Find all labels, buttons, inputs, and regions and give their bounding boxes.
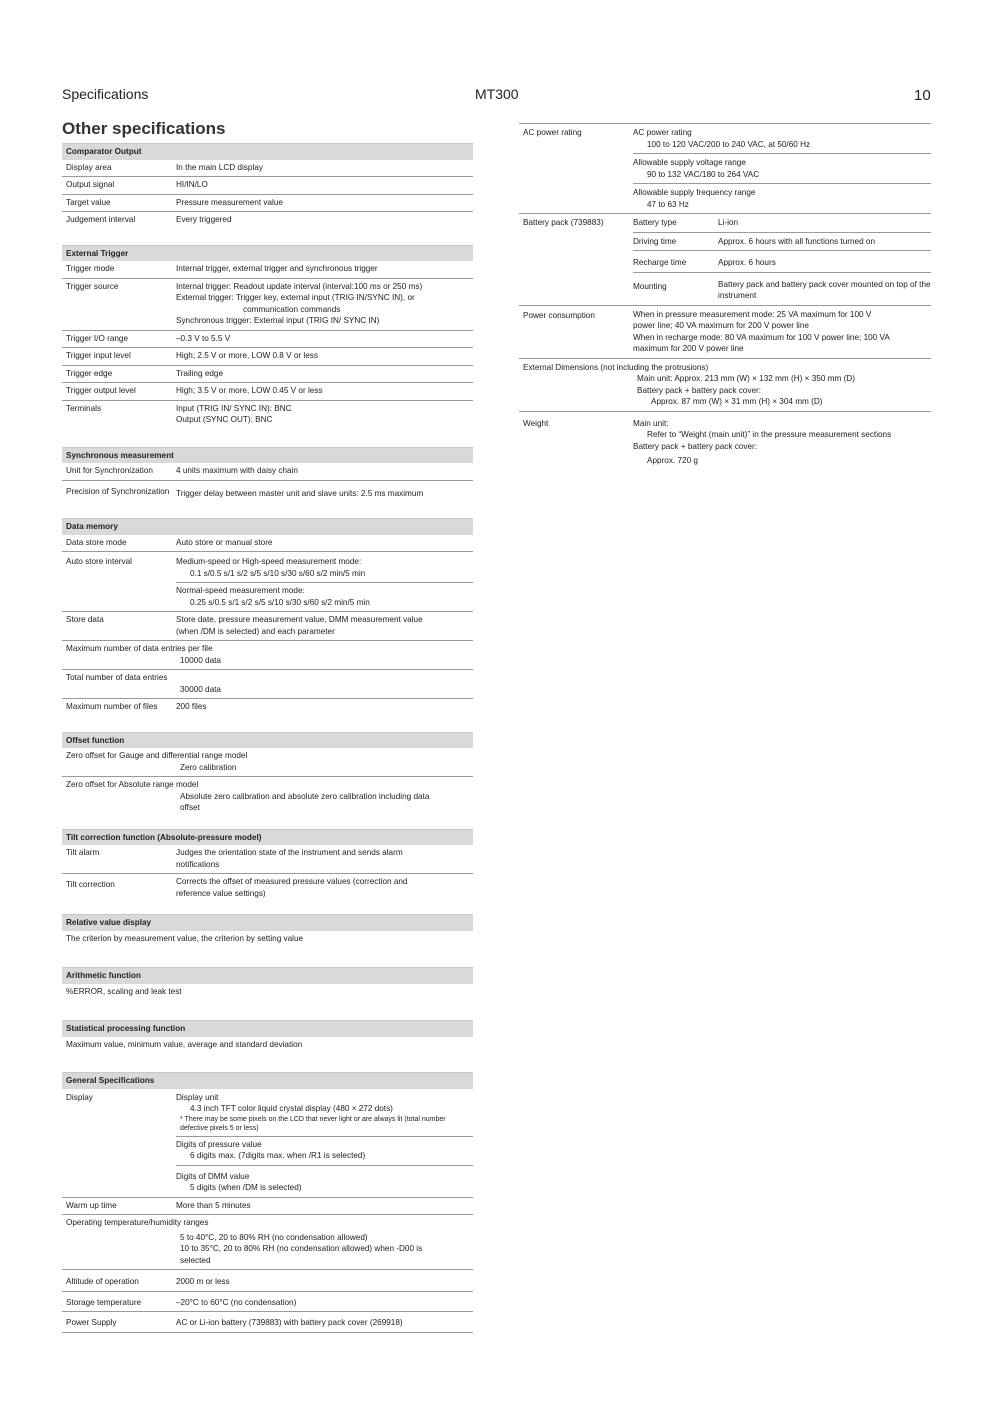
row-value bbox=[176, 1089, 473, 1197]
interval-mode: Normal-speed measurement mode: bbox=[176, 586, 305, 595]
row-value: 2000 m or less bbox=[176, 1277, 230, 1286]
row-value: Approx. 87 mm (W) × 31 mm (H) × 304 mm (D) bbox=[651, 397, 823, 406]
table-row bbox=[62, 1089, 473, 1198]
row-label: Tilt alarm bbox=[66, 848, 100, 857]
tilt-section bbox=[62, 829, 473, 903]
row-label: Storage temperature bbox=[66, 1297, 142, 1307]
row-label: Maximum number of files bbox=[66, 702, 158, 711]
row-label: Target value bbox=[66, 197, 111, 207]
table-row bbox=[62, 641, 473, 670]
trigger-heading: External Trigger bbox=[62, 245, 473, 262]
stat-text: Maximum value, minimum value, average and standard deviation bbox=[66, 1039, 303, 1049]
value-line: When in recharge mode: 80 VA maximum for 100 V power line; 100 VA bbox=[633, 332, 890, 342]
subrow-title: AC power rating bbox=[633, 128, 692, 137]
table-row bbox=[62, 1215, 473, 1270]
table-row bbox=[62, 1198, 473, 1216]
source-line: communication commands bbox=[243, 304, 341, 314]
row-value: Internal trigger, external trigger and synchronous trigger bbox=[176, 264, 378, 273]
memory-heading: Data memory bbox=[62, 518, 473, 535]
row-value: High; 3.5 V or more, LOW 0.45 V or less bbox=[176, 386, 323, 395]
row-value: Trigger delay between master unit and slave units: 2.5 ms maximum bbox=[176, 488, 424, 498]
subrow-key: Driving time bbox=[633, 236, 677, 246]
row-label: Trigger mode bbox=[66, 264, 115, 273]
relative-text: The criterion by measurement value, the criterion by setting value bbox=[66, 933, 304, 943]
table-row bbox=[62, 160, 473, 178]
row-label: Terminals bbox=[66, 403, 102, 413]
row-value bbox=[176, 614, 473, 637]
row-value: 200 files bbox=[176, 702, 207, 711]
relative-section bbox=[62, 914, 473, 947]
row-label: Operating temperature/humidity ranges bbox=[66, 1218, 209, 1227]
table-row bbox=[62, 670, 473, 699]
row-value bbox=[176, 552, 473, 611]
row-value: Absolute zero calibration and absolute zero calibration including data bbox=[180, 791, 430, 801]
row-value: HI/IN/LO bbox=[176, 180, 208, 189]
subrow-title: Display unit bbox=[176, 1092, 219, 1102]
table-row bbox=[519, 359, 931, 412]
display-subrow bbox=[176, 1137, 473, 1166]
arith-text: %ERROR, scaling and leak test bbox=[66, 986, 182, 996]
relative-heading: Relative value display bbox=[62, 914, 473, 931]
subrow-value: Approx. 6 hours bbox=[718, 258, 776, 267]
row-label: Unit for Synchronization bbox=[66, 466, 153, 475]
general-heading: General Specifications bbox=[62, 1072, 473, 1089]
arith-section bbox=[62, 967, 473, 1000]
table-row bbox=[62, 401, 473, 429]
table-row bbox=[62, 874, 473, 902]
row-value bbox=[633, 306, 931, 358]
sync-heading: Synchronous measurement bbox=[62, 447, 473, 464]
table-row bbox=[62, 612, 473, 641]
battery-subrow bbox=[633, 273, 931, 305]
comparator-section bbox=[62, 143, 473, 229]
subrow-value: 5 digits (when /DM is selected) bbox=[190, 1183, 302, 1192]
row-label: Trigger source bbox=[66, 281, 119, 291]
row-value: More than 5 minutes bbox=[176, 1200, 251, 1210]
value-line: Battery pack + battery pack cover: bbox=[633, 441, 758, 451]
row-label: Power Supply bbox=[66, 1318, 117, 1327]
row-value: 10000 data bbox=[180, 655, 221, 665]
stat-heading: Statistical processing function bbox=[62, 1020, 473, 1037]
row-label: Trigger I/O range bbox=[66, 333, 129, 343]
arith-heading: Arithmetic function bbox=[62, 967, 473, 984]
row-value: Auto store or manual store bbox=[176, 537, 273, 547]
interval-mode: Medium-speed or High-speed measurement mode: bbox=[176, 557, 362, 566]
table-row bbox=[519, 214, 931, 306]
row-value: 30000 data bbox=[180, 684, 221, 694]
row-label: Warm up time bbox=[66, 1200, 117, 1210]
row-value bbox=[633, 124, 931, 213]
value-line: power line; 40 VA maximum for 200 V power line bbox=[633, 321, 809, 330]
terminal-line: Input (TRIG IN/ SYNC IN): BNC bbox=[176, 403, 292, 413]
source-line: Internal trigger: Readout update interval (interval:100 ms or 250 ms) bbox=[176, 281, 423, 291]
row-label: Trigger edge bbox=[66, 368, 113, 378]
table-row bbox=[519, 306, 931, 359]
header-model: MT300 bbox=[475, 86, 519, 102]
subrow-value: Approx. 6 hours with all functions turned on bbox=[718, 236, 876, 246]
terminal-line: Output (SYNC OUT): BNC bbox=[176, 415, 273, 424]
right-column bbox=[519, 123, 931, 467]
table-row bbox=[62, 195, 473, 213]
source-line: Synchronous trigger: External input (TRIG IN/ SYNC IN) bbox=[176, 316, 380, 325]
interval-subrow bbox=[176, 583, 473, 611]
value-line: Main unit: bbox=[633, 418, 669, 428]
row-label: External Dimensions (not including the protrusions) bbox=[523, 362, 709, 372]
subrow-value: 47 to 63 Hz bbox=[647, 199, 689, 209]
row-label: Precision of Synchronization bbox=[66, 486, 170, 496]
table-row bbox=[62, 348, 473, 366]
row-label: Weight bbox=[523, 418, 549, 428]
row-label: Zero offset for Gauge and differential range model bbox=[66, 751, 248, 760]
table-row bbox=[62, 748, 473, 777]
row-value bbox=[176, 403, 473, 426]
row-label: Data store mode bbox=[66, 537, 127, 547]
row-value: AC or Li-ion battery (739883) with battery pack cover (269918) bbox=[176, 1318, 403, 1327]
row-value: High; 2.5 V or more, LOW 0.8 V or less bbox=[176, 351, 318, 360]
subrow-value: 90 to 132 VAC/180 to 264 VAC bbox=[647, 169, 760, 179]
value-line: When in pressure measurement mode: 25 VA maximum for 100 V bbox=[633, 309, 872, 319]
subrow-title: Allowable supply voltage range bbox=[633, 158, 746, 167]
row-value: Battery pack + battery pack cover: bbox=[637, 385, 762, 395]
table-row bbox=[62, 366, 473, 384]
table-row bbox=[62, 383, 473, 401]
table-row bbox=[62, 177, 473, 195]
comparator-heading: Comparator Output bbox=[62, 143, 473, 160]
row-label: Store data bbox=[66, 615, 104, 624]
row-value: 10 to 35°C, 20 to 80% RH (no condensation allowed) when -D00 is bbox=[180, 1244, 423, 1253]
row-label: Total number of data entries bbox=[66, 673, 168, 682]
table-row bbox=[519, 412, 931, 467]
offset-section bbox=[62, 732, 473, 817]
subrow-value: 100 to 120 VAC/200 to 240 VAC, at 50/60 Hz bbox=[647, 139, 811, 149]
row-value: –20°C to 60°C (no condensation) bbox=[176, 1297, 297, 1307]
table-row bbox=[62, 481, 473, 503]
table-row bbox=[62, 535, 473, 553]
tilt-heading: Tilt correction function (Absolute-pressure model) bbox=[62, 829, 473, 846]
table-row bbox=[62, 777, 473, 817]
row-label: Display area bbox=[66, 162, 112, 172]
interval-values: 0.25 s/0.5 s/1 s/2 s/5 s/10 s/30 s/60 s/2 min/5 min bbox=[190, 597, 370, 607]
value-line: Approx. 720 g bbox=[647, 456, 698, 465]
subrow-key: Mounting bbox=[633, 281, 667, 291]
offset-heading: Offset function bbox=[62, 732, 473, 749]
table-row bbox=[519, 124, 931, 214]
row-label: AC power rating bbox=[523, 128, 582, 137]
row-label: Display bbox=[66, 1092, 93, 1102]
store-line: Store date, pressure measurement value, DMM measurement value bbox=[176, 615, 423, 624]
row-value bbox=[176, 847, 473, 870]
row-value: In the main LCD display bbox=[176, 162, 263, 172]
store-line: (when /DM is selected) and each parameter bbox=[176, 626, 335, 636]
row-label: Maximum number of data entries per file bbox=[66, 644, 213, 653]
source-line: External trigger: Trigger key, external input (TRIG IN/SYNC IN), or bbox=[176, 293, 415, 302]
value-line: Judges the orientation state of the instrument and sends alarm bbox=[176, 848, 403, 857]
interval-subrow bbox=[176, 552, 473, 583]
display-note: * There may be some pixels on the LCD that never light or are always lit (total number defective pixels 5 or less) bbox=[180, 1115, 446, 1132]
ac-subrow bbox=[633, 184, 931, 213]
subrow-title: Digits of DMM value bbox=[176, 1171, 250, 1181]
battery-subrow bbox=[633, 233, 931, 252]
subrow-value: 6 digits max. (7digits max. when /R1 is selected) bbox=[190, 1151, 366, 1160]
subrow-key: Recharge time bbox=[633, 258, 687, 267]
table-row bbox=[62, 279, 473, 331]
table-row bbox=[62, 699, 473, 716]
trigger-section bbox=[62, 245, 473, 429]
table-row bbox=[62, 331, 473, 349]
row-label: Trigger input level bbox=[66, 351, 131, 360]
row-value: offset bbox=[180, 803, 200, 812]
ac-subrow bbox=[633, 124, 931, 154]
row-label: Power consumption bbox=[523, 310, 595, 320]
table-row bbox=[62, 463, 473, 481]
table-row bbox=[62, 1270, 473, 1292]
subrow-title: Allowable supply frequency range bbox=[633, 188, 756, 197]
row-label: Zero offset for Absolute range model bbox=[66, 780, 199, 789]
table-row bbox=[62, 261, 473, 279]
memory-section bbox=[62, 518, 473, 716]
row-value: Zero calibration bbox=[180, 762, 237, 772]
value-line: Refer to “Weight (main unit)” in the pressure measurement sections bbox=[647, 430, 892, 439]
table-row bbox=[62, 552, 473, 612]
row-value: selected bbox=[180, 1255, 211, 1265]
row-label: Battery pack (739883) bbox=[523, 218, 604, 227]
value-line: Corrects the offset of measured pressure values (correction and bbox=[176, 877, 408, 886]
display-subrow bbox=[176, 1089, 473, 1137]
row-value: Trailing edge bbox=[176, 368, 224, 378]
left-column bbox=[62, 143, 473, 1345]
display-subrow bbox=[176, 1166, 473, 1197]
general-section bbox=[62, 1072, 473, 1333]
ac-subrow bbox=[633, 154, 931, 184]
interval-values: 0.1 s/0.5 s/1 s/2 s/5 s/10 s/30 s/60 s/2 min/5 min bbox=[190, 568, 366, 578]
subrow-value: Battery pack and battery pack cover mounted on top of the instrument bbox=[718, 279, 931, 300]
value-line: notifications bbox=[176, 859, 220, 869]
row-label: Tilt correction bbox=[66, 880, 115, 889]
table-row bbox=[62, 212, 473, 229]
subrow-key: Battery type bbox=[633, 218, 677, 227]
row-value bbox=[176, 876, 473, 899]
header-section-title: Specifications bbox=[62, 86, 149, 102]
subrow-value: Li-ion bbox=[718, 218, 739, 227]
battery-subrow bbox=[633, 251, 931, 273]
row-value bbox=[633, 412, 931, 467]
page-title: Other specifications bbox=[62, 119, 226, 138]
value-line: reference value settings) bbox=[176, 888, 266, 898]
row-value: Pressure measurement value bbox=[176, 197, 283, 207]
row-value: Every triggered bbox=[176, 215, 232, 224]
row-label: Altitude of operation bbox=[66, 1277, 139, 1286]
row-value: 5 to 40°C, 20 to 80% RH (no condensation allowed) bbox=[180, 1232, 368, 1242]
table-row bbox=[62, 1292, 473, 1313]
value-line: maximum for 200 V power line bbox=[633, 344, 744, 353]
table-row bbox=[62, 1312, 473, 1333]
sync-section bbox=[62, 447, 473, 503]
page-number: 10 bbox=[914, 87, 931, 104]
battery-subrow bbox=[633, 214, 931, 233]
row-label: Trigger output level bbox=[66, 386, 136, 395]
row-label: Auto store interval bbox=[66, 557, 132, 566]
row-label: Output signal bbox=[66, 180, 115, 189]
row-value: 4 units maximum with daisy chain bbox=[176, 466, 298, 475]
table-row bbox=[62, 845, 473, 874]
stat-section bbox=[62, 1020, 473, 1053]
subrow-title: Digits of pressure value bbox=[176, 1139, 262, 1149]
row-value bbox=[176, 281, 473, 327]
row-value: –0.3 V to 5.5 V bbox=[176, 333, 231, 343]
subrow-value: 4.3 inch TFT color liquid crystal display (480 × 272 dots) bbox=[190, 1104, 393, 1113]
row-label: Judgement interval bbox=[66, 215, 136, 224]
row-value: Main unit: Approx. 213 mm (W) × 132 mm (H) × 350 mm (D) bbox=[637, 374, 855, 383]
row-value bbox=[633, 214, 931, 305]
